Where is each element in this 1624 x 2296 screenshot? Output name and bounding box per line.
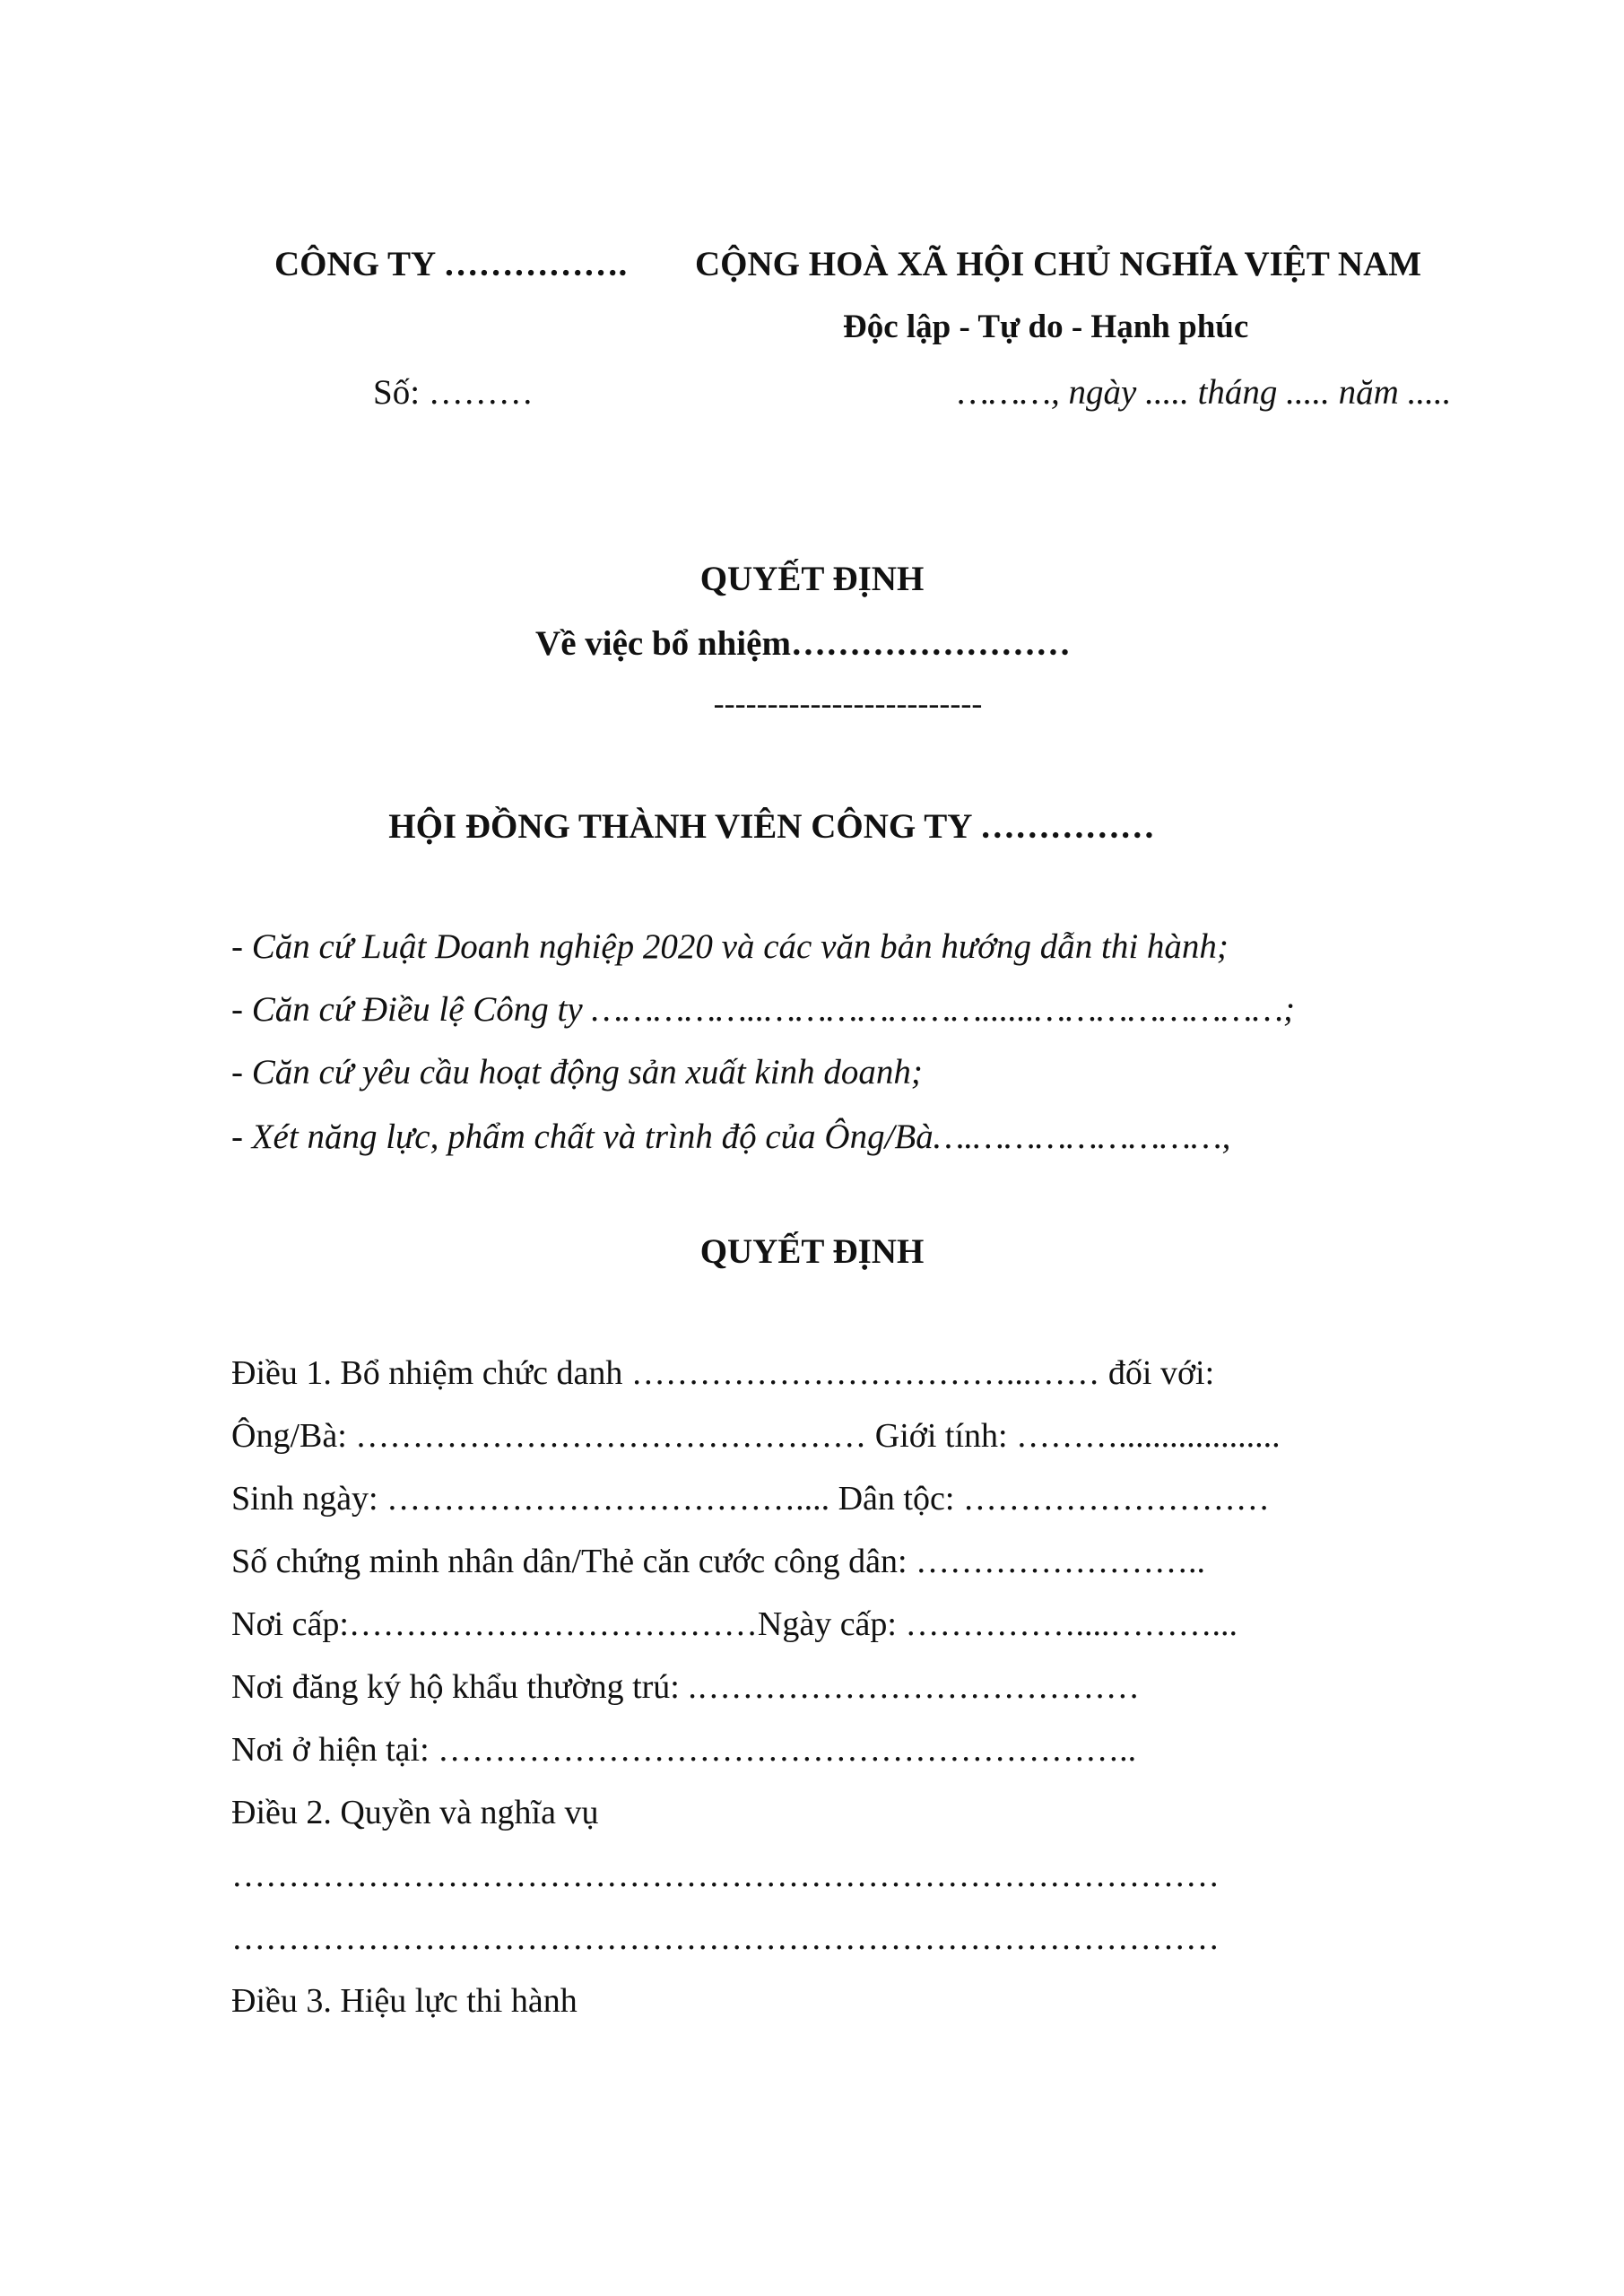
title-divider: ------------------------- — [713, 685, 983, 721]
appointee-name-gender: Ông/Bà: ……………………………………… Giới tính: ………................... — [231, 1417, 1281, 1455]
basis-line: - Căn cứ yêu cầu hoạt động sản xuất kinh doanh; — [231, 1053, 923, 1091]
document-number: Số: ……… — [373, 373, 534, 412]
national-motto: Độc lập - Tự do - Hạnh phúc — [843, 309, 1249, 345]
article-1: Điều 1. Bổ nhiệm chức danh ……………………………...…… đối với: — [231, 1354, 1215, 1392]
appointee-current-address: Nơi ở hiện tại: …………………………………………………….. — [231, 1731, 1137, 1769]
issuing-authority: HỘI ĐỒNG THÀNH VIÊN CÔNG TY …………… — [388, 807, 1155, 846]
article-3: Điều 3. Hiệu lực thi hành — [231, 1982, 578, 2020]
document-subject: Về việc bổ nhiệm…………………… — [535, 624, 1071, 663]
article-2: Điều 2. Quyền và nghĩa vụ — [231, 1794, 599, 1831]
appointee-residence: Nơi đăng ký hộ khẩu thường trú: .………………………………… — [231, 1668, 1140, 1706]
article-2-blank-line: …………………………………………………………………………… — [231, 1919, 1220, 1957]
article-2-blank-line: …………………………………………………………………………… — [231, 1857, 1220, 1894]
appointee-issue-info: Nơi cấp:………………………………Ngày cấp: ……………....………... — [231, 1605, 1238, 1643]
company-name: CÔNG TY ……………. — [274, 245, 628, 283]
appointee-id-card: Số chứng minh nhân dân/Thẻ căn cước công dân: …………………….. — [231, 1543, 1206, 1580]
appointee-birth-ethnicity: Sinh ngày: ……………………………….... Dân tộc: ……………………… — [231, 1480, 1270, 1518]
document-date: ………, ngày ..... tháng ..... năm ..... — [958, 373, 1452, 412]
basis-line: - Xét năng lực, phẩm chất và trình độ của Ông/Bà….……………………, — [231, 1118, 1231, 1156]
document-title: QUYẾT ĐỊNH — [699, 560, 925, 598]
basis-line: - Căn cứ Luật Doanh nghiệp 2020 và các văn bản hướng dẫn thi hành; — [231, 927, 1229, 966]
basis-line: - Căn cứ Điều lệ Công ty ……………..…………………......……………………; — [231, 990, 1295, 1029]
decision-heading: QUYẾT ĐỊNH — [699, 1232, 925, 1271]
republic-title: CỘNG HOÀ XÃ HỘI CHỦ NGHĨA VIỆT NAM — [695, 245, 1422, 283]
